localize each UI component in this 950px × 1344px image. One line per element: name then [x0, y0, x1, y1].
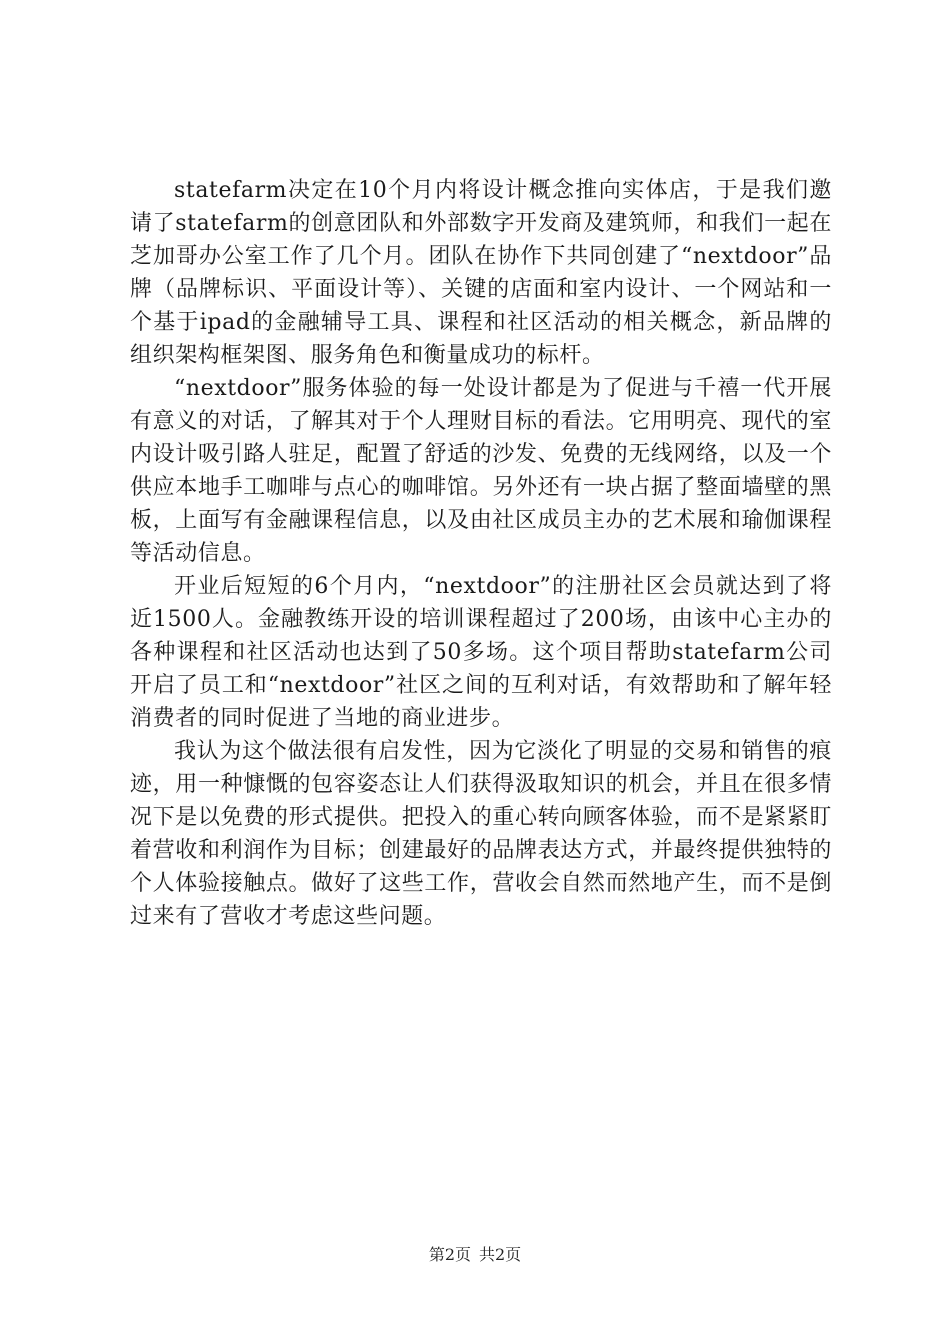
- paragraph-1: statefarm决定在10个月内将设计概念推向实体店，于是我们邀请了statefarm的创意团队和外部数字开发商及建筑师，和我们一起在芝加哥办公室工作了几个月。团队在协作下共同创建了“nextdoor”品牌（品牌标识、平面设计等）、关键的店面和室内设计、一个网站和一个基于ipad的金融辅导工具、课程和社区活动的相关概念，新品牌的组织架构框架图、服务角色和衡量成功的标杆。: [130, 178, 832, 368]
- paragraph-3: 开业后短短的6个月内，“nextdoor”的注册社区会员就达到了将近1500人。金融教练开设的培训课程超过了200场，由该中心主办的各种课程和社区活动也达到了50多场。这个项目帮助statefarm公司开启了员工和“nextdoor”社区之间的互利对话，有效帮助和了解年轻消费者的同时促进了当地的商业进步。: [130, 574, 832, 731]
- page-number: 第2页: [428, 1245, 471, 1264]
- page-total: 共2页: [479, 1245, 522, 1264]
- paragraph-2: “nextdoor”服务体验的每一处设计都是为了促进与千禧一代开展有意义的对话，了解其对于个人理财目标的看法。它用明亮、现代的室内设计吸引路人驻足，配置了舒适的沙发、免费的无线网络，以及一个供应本地手工咖啡与点心的咖啡馆。另外还有一块占据了整面墙壁的黑板，上面写有金融课程信息，以及由社区成员主办的艺术展和瑜伽课程等活动信息。: [130, 376, 832, 566]
- page-footer: [0, 1245, 950, 1265]
- document-body: [130, 174, 832, 933]
- paragraph-4: 我认为这个做法很有启发性，因为它淡化了明显的交易和销售的痕迹，用一种慷慨的包容姿态让人们获得汲取知识的机会，并且在很多情况下是以免费的形式提供。把投入的重心转向顾客体验，而不是紧紧盯着营收和利润作为目标；创建最好的品牌表达方式，并最终提供独特的个人体验接触点。做好了这些工作，营收会自然而然地产生，而不是倒过来有了营收才考虑这些问题。: [130, 739, 832, 929]
